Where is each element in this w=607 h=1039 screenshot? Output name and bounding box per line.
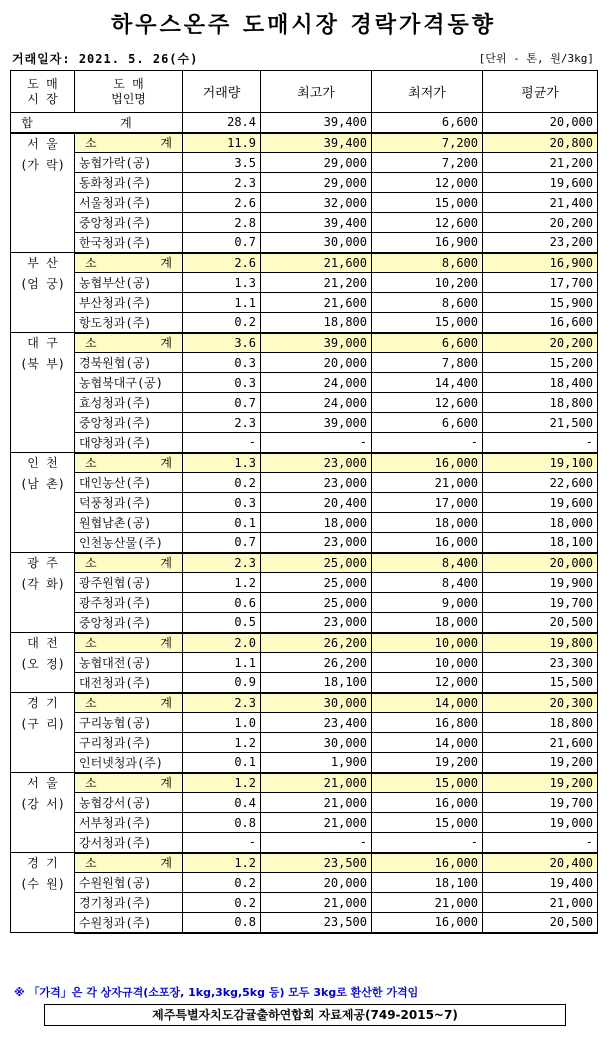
corp-name: 인터넷청과(주) xyxy=(75,753,183,773)
max-price: 23,000 xyxy=(261,453,372,473)
min-price: 18,100 xyxy=(372,873,483,893)
avg-price: - xyxy=(483,433,598,453)
corp-name: 동화청과(주) xyxy=(75,173,183,193)
corp-name: 소 계 xyxy=(75,453,183,473)
min-price: 14,000 xyxy=(372,733,483,753)
min-price: 16,000 xyxy=(372,853,483,873)
max-price: 18,800 xyxy=(261,313,372,333)
volume: 2.3 xyxy=(183,693,261,713)
avg-price: 22,600 xyxy=(483,473,598,493)
max-price: - xyxy=(261,433,372,453)
min-price: 16,800 xyxy=(372,713,483,733)
avg-price: 17,700 xyxy=(483,273,598,293)
volume: 1.3 xyxy=(183,273,261,293)
table-row xyxy=(11,233,598,253)
table-row xyxy=(11,913,598,933)
min-price: 21,000 xyxy=(372,473,483,493)
corp-name: 강서청과(주) xyxy=(75,833,183,853)
corp-name: 원협남촌(공) xyxy=(75,513,183,533)
market-district: (수 원) xyxy=(20,877,65,891)
corp-name: 소 계 xyxy=(75,693,183,713)
avg-price: 18,800 xyxy=(483,393,598,413)
volume: 0.8 xyxy=(183,913,261,933)
corp-name: 수원원협(공) xyxy=(75,873,183,893)
min-price: 12,600 xyxy=(372,213,483,233)
corp-name: 대양청과(주) xyxy=(75,433,183,453)
volume: 0.5 xyxy=(183,613,261,633)
volume: 1.1 xyxy=(183,293,261,313)
corp-name: 소 계 xyxy=(75,773,183,793)
table-row xyxy=(11,613,598,633)
table-row xyxy=(11,413,598,433)
avg-price: 20,400 xyxy=(483,853,598,873)
avg-price: - xyxy=(483,833,598,853)
table-row xyxy=(11,793,598,813)
market-region: 대 구 xyxy=(27,336,58,350)
corp-name: 소 계 xyxy=(75,133,183,153)
market-region: 경 기 xyxy=(27,696,58,710)
table-row xyxy=(11,353,598,373)
corp-name: 대인농산(주) xyxy=(75,473,183,493)
volume: 1.2 xyxy=(183,773,261,793)
max-price: 25,000 xyxy=(261,573,372,593)
corp-name: 광주청과(주) xyxy=(75,593,183,613)
max-price: 25,000 xyxy=(261,593,372,613)
table-row xyxy=(11,293,598,313)
volume: 0.8 xyxy=(183,813,261,833)
corp-name: 농협북대구(공) xyxy=(75,373,183,393)
total-min: 6,600 xyxy=(372,113,483,133)
avg-price: 19,700 xyxy=(483,593,598,613)
avg-price: 20,300 xyxy=(483,693,598,713)
table-row xyxy=(11,213,598,233)
table-row xyxy=(11,173,598,193)
min-price: 12,600 xyxy=(372,393,483,413)
volume: 2.8 xyxy=(183,213,261,233)
min-price: 15,000 xyxy=(372,193,483,213)
subtotal-row xyxy=(11,453,598,473)
volume: - xyxy=(183,433,261,453)
volume: 0.3 xyxy=(183,493,261,513)
table-row xyxy=(11,533,598,553)
unit-label: [단위 - 톤, 원/3kg] xyxy=(478,52,594,65)
market-region: 광 주 xyxy=(27,556,58,570)
market-district: (북 부) xyxy=(20,357,65,371)
min-price: 8,400 xyxy=(372,573,483,593)
min-price: 19,200 xyxy=(372,753,483,773)
min-price: 6,600 xyxy=(372,333,483,353)
corp-name: 중앙청과(주) xyxy=(75,413,183,433)
avg-price: 20,500 xyxy=(483,613,598,633)
max-price: 29,000 xyxy=(261,173,372,193)
max-price: 23,400 xyxy=(261,713,372,733)
volume: 0.7 xyxy=(183,533,261,553)
min-price: 14,000 xyxy=(372,693,483,713)
min-price: 16,000 xyxy=(372,453,483,473)
min-price: 21,000 xyxy=(372,893,483,913)
volume: 1.2 xyxy=(183,733,261,753)
data-source: 제주특별자치도감귤출하연합회 자료제공(749-2015~7) xyxy=(44,1004,566,1026)
volume: 0.9 xyxy=(183,673,261,693)
volume: 2.3 xyxy=(183,553,261,573)
avg-price: 15,900 xyxy=(483,293,598,313)
avg-price: 21,200 xyxy=(483,153,598,173)
avg-price: 18,400 xyxy=(483,373,598,393)
min-price: 15,000 xyxy=(372,813,483,833)
market-name xyxy=(11,853,75,933)
corp-name: 한국청과(주) xyxy=(75,233,183,253)
market-name xyxy=(11,453,75,553)
min-price: 10,000 xyxy=(372,633,483,653)
header-row xyxy=(11,71,598,113)
header-volume: 거래량 xyxy=(183,71,261,113)
max-price: 25,000 xyxy=(261,553,372,573)
avg-price: 20,200 xyxy=(483,213,598,233)
max-price: 39,000 xyxy=(261,413,372,433)
min-price: 12,000 xyxy=(372,173,483,193)
max-price: 26,200 xyxy=(261,633,372,653)
max-price: 21,000 xyxy=(261,893,372,913)
market-name xyxy=(11,693,75,773)
corp-name: 경기청과(주) xyxy=(75,893,183,913)
max-price: 23,500 xyxy=(261,853,372,873)
market-region: 부 산 xyxy=(27,256,58,270)
page-title: 하우스온주 도매시장 경락가격동향 xyxy=(110,13,497,38)
avg-price: 21,000 xyxy=(483,893,598,913)
market-region: 인 천 xyxy=(27,456,58,470)
market-region: 대 전 xyxy=(27,636,58,650)
avg-price: 20,500 xyxy=(483,913,598,933)
total-volume: 28.4 xyxy=(183,113,261,133)
min-price: 16,000 xyxy=(372,913,483,933)
max-price: 18,000 xyxy=(261,513,372,533)
volume: 3.6 xyxy=(183,333,261,353)
market-district: (구 리) xyxy=(20,717,65,731)
table-row xyxy=(11,673,598,693)
volume: 1.1 xyxy=(183,653,261,673)
max-price: 20,000 xyxy=(261,873,372,893)
volume: - xyxy=(183,833,261,853)
table-row xyxy=(11,873,598,893)
corp-name: 인천농산물(주) xyxy=(75,533,183,553)
min-price: - xyxy=(372,433,483,453)
table-row xyxy=(11,393,598,413)
avg-price: 20,800 xyxy=(483,133,598,153)
table-row xyxy=(11,493,598,513)
corp-name: 소 계 xyxy=(75,633,183,653)
corp-name: 경북원협(공) xyxy=(75,353,183,373)
volume: 11.9 xyxy=(183,133,261,153)
max-price: 30,000 xyxy=(261,233,372,253)
min-price: 16,000 xyxy=(372,793,483,813)
max-price: 20,400 xyxy=(261,493,372,513)
table-row xyxy=(11,893,598,913)
avg-price: 19,700 xyxy=(483,793,598,813)
max-price: 21,200 xyxy=(261,273,372,293)
volume: 0.7 xyxy=(183,393,261,413)
total-max: 39,400 xyxy=(261,113,372,133)
volume: 2.6 xyxy=(183,193,261,213)
corp-name: 항도청과(주) xyxy=(75,313,183,333)
min-price: 14,400 xyxy=(372,373,483,393)
subtotal-row xyxy=(11,253,598,273)
min-price: 12,000 xyxy=(372,673,483,693)
volume: 1.0 xyxy=(183,713,261,733)
corp-name: 중앙청과(주) xyxy=(75,213,183,233)
subtotal-row xyxy=(11,773,598,793)
avg-price: 18,800 xyxy=(483,713,598,733)
avg-price: 19,100 xyxy=(483,453,598,473)
min-price: 18,000 xyxy=(372,613,483,633)
max-price: 23,000 xyxy=(261,533,372,553)
corp-name: 중앙청과(주) xyxy=(75,613,183,633)
avg-price: 18,100 xyxy=(483,533,598,553)
header-avg: 평균가 xyxy=(483,71,598,113)
max-price: - xyxy=(261,833,372,853)
avg-price: 15,500 xyxy=(483,673,598,693)
market-name xyxy=(11,633,75,693)
avg-price: 20,000 xyxy=(483,553,598,573)
min-price: 10,000 xyxy=(372,653,483,673)
corp-name: 구리농협(공) xyxy=(75,713,183,733)
table-row xyxy=(11,313,598,333)
avg-price: 19,000 xyxy=(483,813,598,833)
market-district: (가 락) xyxy=(20,157,65,172)
market-name xyxy=(11,133,75,253)
max-price: 23,500 xyxy=(261,913,372,933)
volume: 0.3 xyxy=(183,373,261,393)
min-price: 10,200 xyxy=(372,273,483,293)
avg-price: 21,500 xyxy=(483,413,598,433)
corp-name: 소 계 xyxy=(75,553,183,573)
max-price: 21,000 xyxy=(261,773,372,793)
total-label: 합 계 xyxy=(11,113,183,133)
table-row xyxy=(11,273,598,293)
market-district: (남 촌) xyxy=(20,477,65,491)
max-price: 30,000 xyxy=(261,693,372,713)
max-price: 23,000 xyxy=(261,613,372,633)
table-row xyxy=(11,833,598,853)
max-price: 30,000 xyxy=(261,733,372,753)
max-price: 39,000 xyxy=(261,333,372,353)
market-district: (오 정) xyxy=(20,657,65,671)
subtotal-row xyxy=(11,853,598,873)
volume: 1.2 xyxy=(183,853,261,873)
corp-name: 대전청과(주) xyxy=(75,673,183,693)
volume: 0.1 xyxy=(183,513,261,533)
avg-price: 19,900 xyxy=(483,573,598,593)
avg-price: 16,600 xyxy=(483,313,598,333)
min-price: 17,000 xyxy=(372,493,483,513)
max-price: 32,000 xyxy=(261,193,372,213)
corp-name: 농협강서(공) xyxy=(75,793,183,813)
table-row xyxy=(11,433,598,453)
max-price: 20,000 xyxy=(261,353,372,373)
volume: 1.3 xyxy=(183,453,261,473)
trade-date: 거래일자: 2021. 5. 26(수) xyxy=(12,52,199,66)
avg-price: 19,600 xyxy=(483,493,598,513)
volume: 0.3 xyxy=(183,353,261,373)
min-price: 16,000 xyxy=(372,533,483,553)
avg-price: 18,000 xyxy=(483,513,598,533)
volume: 2.6 xyxy=(183,253,261,273)
corp-name: 효성청과(주) xyxy=(75,393,183,413)
avg-price: 20,200 xyxy=(483,333,598,353)
min-price: 6,600 xyxy=(372,413,483,433)
table-row xyxy=(11,733,598,753)
min-price: 18,000 xyxy=(372,513,483,533)
table-row xyxy=(11,513,598,533)
avg-price: 19,200 xyxy=(483,753,598,773)
max-price: 24,000 xyxy=(261,393,372,413)
max-price: 21,600 xyxy=(261,253,372,273)
avg-price: 16,900 xyxy=(483,253,598,273)
max-price: 21,600 xyxy=(261,293,372,313)
price-table xyxy=(10,70,598,934)
avg-price: 23,300 xyxy=(483,653,598,673)
subtotal-row xyxy=(11,553,598,573)
min-price: 9,000 xyxy=(372,593,483,613)
corp-name: 덕풍청과(주) xyxy=(75,493,183,513)
max-price: 18,100 xyxy=(261,673,372,693)
header-min: 최저가 xyxy=(372,71,483,113)
subtotal-row xyxy=(11,633,598,653)
corp-name: 서부청과(주) xyxy=(75,813,183,833)
avg-price: 19,400 xyxy=(483,873,598,893)
subtotal-row xyxy=(11,693,598,713)
table-row xyxy=(11,753,598,773)
market-district: (강 서) xyxy=(20,797,65,811)
min-price: 15,000 xyxy=(372,313,483,333)
volume: 2.3 xyxy=(183,173,261,193)
corp-name: 서울청과(주) xyxy=(75,193,183,213)
corp-name: 농협부산(공) xyxy=(75,273,183,293)
market-name xyxy=(11,333,75,453)
min-price: 7,800 xyxy=(372,353,483,373)
volume: 0.2 xyxy=(183,473,261,493)
volume: 0.1 xyxy=(183,753,261,773)
max-price: 21,000 xyxy=(261,793,372,813)
corp-name: 농협가락(공) xyxy=(75,153,183,173)
corp-name: 농협대전(공) xyxy=(75,653,183,673)
avg-price: 19,200 xyxy=(483,773,598,793)
corp-name: 부산청과(주) xyxy=(75,293,183,313)
meta-bar xyxy=(12,50,594,68)
corp-name: 광주원협(공) xyxy=(75,573,183,593)
max-price: 1,900 xyxy=(261,753,372,773)
max-price: 23,000 xyxy=(261,473,372,493)
total-row xyxy=(11,113,598,133)
table-row xyxy=(11,593,598,613)
table-row xyxy=(11,573,598,593)
volume: 2.3 xyxy=(183,413,261,433)
market-region: 경 기 xyxy=(27,856,58,870)
min-price: 16,900 xyxy=(372,233,483,253)
min-price: - xyxy=(372,833,483,853)
volume: 0.2 xyxy=(183,893,261,913)
market-district: (엄 궁) xyxy=(20,277,65,291)
min-price: 7,200 xyxy=(372,153,483,173)
volume: 0.6 xyxy=(183,593,261,613)
corp-name: 구리청과(주) xyxy=(75,733,183,753)
avg-price: 19,600 xyxy=(483,173,598,193)
total-avg: 20,000 xyxy=(483,113,598,133)
corp-name: 소 계 xyxy=(75,853,183,873)
market-name xyxy=(11,553,75,633)
header-max: 최고가 xyxy=(261,71,372,113)
header-corp: 도 매 법인명 xyxy=(75,71,183,113)
market-region: 서 울 xyxy=(27,136,58,151)
table-row xyxy=(11,653,598,673)
table-row xyxy=(11,153,598,173)
avg-price: 15,200 xyxy=(483,353,598,373)
max-price: 24,000 xyxy=(261,373,372,393)
max-price: 21,000 xyxy=(261,813,372,833)
volume: 3.5 xyxy=(183,153,261,173)
market-name xyxy=(11,253,75,333)
corp-name: 소 계 xyxy=(75,253,183,273)
max-price: 29,000 xyxy=(261,153,372,173)
market-district: (각 화) xyxy=(20,577,65,591)
max-price: 39,400 xyxy=(261,133,372,153)
volume: 2.0 xyxy=(183,633,261,653)
table-row xyxy=(11,713,598,733)
volume: 0.2 xyxy=(183,873,261,893)
table-row xyxy=(11,373,598,393)
min-price: 8,400 xyxy=(372,553,483,573)
volume: 0.7 xyxy=(183,233,261,253)
corp-name: 소 계 xyxy=(75,333,183,353)
volume: 1.2 xyxy=(183,573,261,593)
min-price: 7,200 xyxy=(372,133,483,153)
max-price: 26,200 xyxy=(261,653,372,673)
subtotal-row xyxy=(11,333,598,353)
market-region: 서 울 xyxy=(27,776,58,790)
min-price: 8,600 xyxy=(372,253,483,273)
header-market: 도 매 시 장 xyxy=(11,71,75,113)
avg-price: 19,800 xyxy=(483,633,598,653)
volume: 0.2 xyxy=(183,313,261,333)
table-row xyxy=(11,473,598,493)
volume: 0.4 xyxy=(183,793,261,813)
max-price: 39,400 xyxy=(261,213,372,233)
market-name xyxy=(11,773,75,853)
min-price: 15,000 xyxy=(372,773,483,793)
avg-price: 21,400 xyxy=(483,193,598,213)
avg-price: 21,600 xyxy=(483,733,598,753)
min-price: 8,600 xyxy=(372,293,483,313)
table-row xyxy=(11,813,598,833)
table-row xyxy=(11,193,598,213)
price-note: ※ 「가격」은 각 상자규격(소포장, 1kg,3kg,5kg 등) 모두 3kg로 환산한 가격임 xyxy=(14,986,419,999)
avg-price: 23,200 xyxy=(483,233,598,253)
corp-name: 수원청과(주) xyxy=(75,913,183,933)
subtotal-row xyxy=(11,133,598,153)
